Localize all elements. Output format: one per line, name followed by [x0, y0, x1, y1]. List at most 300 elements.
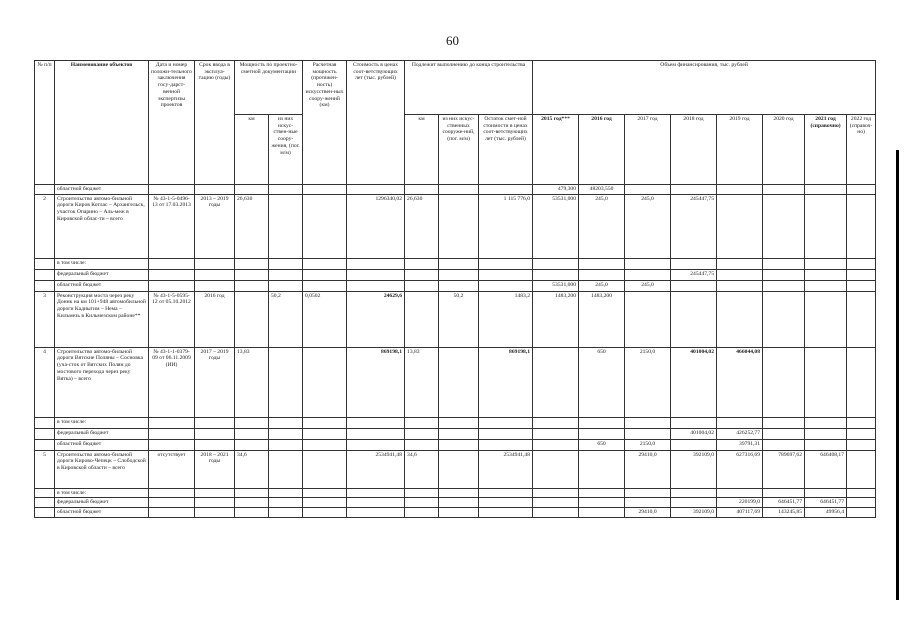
page-number: 60 — [446, 33, 459, 48]
table-cell — [533, 508, 579, 518]
table-cell — [235, 291, 269, 347]
table-cell: 466044,08 — [717, 347, 763, 417]
table-cell: № 43-1-5-0595-12 от 05.10.2012 — [149, 291, 195, 347]
table-cell — [269, 258, 303, 269]
table-cell: 1483,2 — [479, 291, 533, 347]
table-cell — [303, 498, 347, 508]
table-cell — [439, 417, 479, 428]
col-calc-capacity: Расчетная мощность (протяжен-ность) искусствен-ных соору-жений (км) — [303, 61, 347, 185]
table-cell — [303, 417, 347, 428]
table-cell — [717, 269, 763, 280]
table-cell: 245,0 — [625, 280, 671, 291]
table-cell — [847, 185, 876, 195]
table-cell: 245,0 — [625, 194, 671, 258]
col-cost: Стоимость в ценах соот-ветствующих лет (тыс. рублей) — [347, 61, 405, 185]
table-cell — [847, 498, 876, 508]
table-cell — [805, 347, 847, 417]
table-cell — [269, 194, 303, 258]
col-rem-cost: Остаток смет-ной стоимости в ценах соот-ветствующих лет (тыс. рублей) — [479, 115, 533, 185]
table-cell — [847, 450, 876, 488]
table-cell — [195, 498, 235, 508]
table-cell — [405, 269, 439, 280]
table-cell: 650 — [579, 347, 625, 417]
table-cell — [303, 428, 347, 439]
table-cell — [717, 185, 763, 195]
table-cell — [149, 280, 195, 291]
table-cell — [269, 498, 303, 508]
table-cell: 426252,77 — [717, 428, 763, 439]
table-cell — [149, 417, 195, 428]
table-cell: 2016 год — [195, 291, 235, 347]
table-cell — [149, 269, 195, 280]
table-cell — [805, 280, 847, 291]
table-cell — [533, 417, 579, 428]
table-cell — [763, 428, 805, 439]
col-year-2022: 2022 год (справоч-но) — [847, 115, 876, 185]
table-cell — [303, 258, 347, 269]
table-cell — [847, 258, 876, 269]
table-cell — [847, 269, 876, 280]
table-cell: 2 — [35, 194, 55, 258]
table-cell — [235, 185, 269, 195]
table-cell — [479, 280, 533, 291]
table-cell — [235, 428, 269, 439]
table-cell — [579, 450, 625, 488]
table-cell: 34,6 — [405, 450, 439, 488]
table-cell: в том числе: — [55, 488, 149, 498]
table-cell: 13,83 — [235, 347, 269, 417]
table-cell: 13,83 — [405, 347, 439, 417]
table-cell — [847, 347, 876, 417]
table-cell: 1 115 776,0 — [479, 194, 533, 258]
table-cell — [269, 508, 303, 518]
table-cell — [303, 194, 347, 258]
table-cell — [847, 439, 876, 450]
table-cell — [671, 439, 717, 450]
table-cell — [405, 280, 439, 291]
table-cell — [303, 347, 347, 417]
table-cell — [847, 194, 876, 258]
table-cell — [533, 450, 579, 488]
table-cell — [533, 269, 579, 280]
table-cell — [439, 508, 479, 518]
table-cell — [439, 488, 479, 498]
table-cell — [235, 280, 269, 291]
table-cell — [149, 185, 195, 195]
table-cell — [35, 428, 55, 439]
table-cell — [717, 280, 763, 291]
table-cell — [625, 498, 671, 508]
table-row — [35, 194, 876, 258]
table-cell — [405, 488, 439, 498]
table-cell — [625, 417, 671, 428]
table-cell — [35, 508, 55, 518]
table-cell — [35, 417, 55, 428]
table-cell — [717, 488, 763, 498]
table-cell — [149, 488, 195, 498]
table-cell — [625, 258, 671, 269]
table-cell — [717, 194, 763, 258]
table-row — [35, 498, 876, 508]
table-cell: Строительство автомо-бильной дороги Киров Котлас – Архангельск, участок Опарино – Аль-меж в Кировской облас-ти – всего — [55, 194, 149, 258]
table-cell — [405, 428, 439, 439]
table-cell — [149, 498, 195, 508]
table-cell — [303, 488, 347, 498]
table-row — [35, 417, 876, 428]
table-cell — [671, 291, 717, 347]
table-cell — [439, 347, 479, 417]
table-cell: 627316,69 — [717, 450, 763, 488]
table-cell — [347, 498, 405, 508]
table-cell: 49956,4 — [805, 508, 847, 518]
table-cell: областной бюджет — [55, 508, 149, 518]
table-cell: федеральный бюджет — [55, 498, 149, 508]
table-cell — [303, 450, 347, 488]
table-cell — [579, 508, 625, 518]
table-cell — [269, 280, 303, 291]
table-cell — [479, 508, 533, 518]
table-cell: Строительство автомо-бильной дороги Вятские Поляны – Сосновка (уча-сток от Вятских Полян до мостового перехода через реку Вятка) – всего — [55, 347, 149, 417]
table-cell: областной бюджет — [55, 185, 149, 195]
table-cell — [149, 258, 195, 269]
table-cell — [405, 439, 439, 450]
table-cell: 646408,17 — [805, 450, 847, 488]
table-cell — [847, 280, 876, 291]
table-row — [35, 488, 876, 498]
table-cell — [625, 488, 671, 498]
table-cell — [405, 498, 439, 508]
table-cell — [347, 185, 405, 195]
table-cell — [149, 439, 195, 450]
table-cell — [439, 194, 479, 258]
table-cell — [35, 258, 55, 269]
table-cell — [763, 280, 805, 291]
table-cell: 26,630 — [235, 194, 269, 258]
table-cell — [405, 508, 439, 518]
table-cell — [479, 258, 533, 269]
table-cell — [439, 185, 479, 195]
table-cell: 479,300 — [533, 185, 579, 195]
table-cell: 5 — [35, 450, 55, 488]
table-row — [35, 450, 876, 488]
table-cell: № 43-1-5-0496-13 от 17.03.2013 — [149, 194, 195, 258]
table-cell: отсутствует — [149, 450, 195, 488]
table-cell — [625, 185, 671, 195]
table-cell — [195, 488, 235, 498]
table-cell: 0,0502 — [303, 291, 347, 347]
col-term: Срок ввода в эксплуа-тацию (годы) — [195, 61, 235, 185]
table-cell: 2018 – 2021 годы — [195, 450, 235, 488]
table-cell — [763, 185, 805, 195]
table-cell — [303, 280, 347, 291]
table-cell — [149, 508, 195, 518]
table-cell — [479, 488, 533, 498]
col-cap-art: из них искус-ствен-ные соору-жения, (пог. м/м) — [269, 115, 303, 185]
table-cell — [847, 428, 876, 439]
table-cell: 245447,75 — [671, 194, 717, 258]
table-cell — [439, 439, 479, 450]
table-cell — [763, 291, 805, 347]
table-cell — [235, 488, 269, 498]
table-cell — [347, 417, 405, 428]
table-cell — [805, 258, 847, 269]
table-cell — [805, 417, 847, 428]
table-cell — [35, 269, 55, 280]
table-cell: № 43-1-1-0379-09 от 06.11.2009 (ИИ) — [149, 347, 195, 417]
table-cell — [805, 269, 847, 280]
table-cell: 1483,200 — [533, 291, 579, 347]
table-cell — [195, 508, 235, 518]
table-cell: 4 — [35, 347, 55, 417]
table-cell — [439, 498, 479, 508]
table-cell — [847, 417, 876, 428]
table-cell — [479, 428, 533, 439]
table-cell: 869198,1 — [347, 347, 405, 417]
col-cap-km: км — [235, 115, 269, 185]
col-year-2016: 2016 год — [579, 115, 625, 185]
table-cell — [671, 280, 717, 291]
table-cell — [625, 291, 671, 347]
table-cell — [579, 488, 625, 498]
table-cell — [479, 269, 533, 280]
table-cell — [847, 508, 876, 518]
table-cell — [439, 269, 479, 280]
table-cell: областной бюджет — [55, 280, 149, 291]
table-cell: областной бюджет — [55, 439, 149, 450]
table-cell — [763, 439, 805, 450]
table-cell — [805, 428, 847, 439]
col-year-2020: 2020 год — [763, 115, 805, 185]
col-year-2019: 2019 год — [717, 115, 763, 185]
table-cell — [671, 417, 717, 428]
col-financing: Объем финансирования, тыс. рублей — [533, 61, 876, 115]
table-cell: 401004,02 — [671, 347, 717, 417]
table-cell: 401004,02 — [671, 428, 717, 439]
table-cell — [805, 488, 847, 498]
table-cell — [847, 488, 876, 498]
table-cell — [35, 498, 55, 508]
table-cell: 24629,6 — [347, 291, 405, 347]
table-cell: 245,0 — [579, 194, 625, 258]
table-cell: 650 — [579, 439, 625, 450]
table-cell — [763, 258, 805, 269]
table-cell — [347, 488, 405, 498]
table-cell — [847, 291, 876, 347]
table-cell — [533, 347, 579, 417]
table-cell: 1483,200 — [579, 291, 625, 347]
table-cell — [479, 498, 533, 508]
table-cell: 789697,62 — [763, 450, 805, 488]
table-cell — [303, 508, 347, 518]
table-cell — [763, 488, 805, 498]
col-year-2015: 2015 год*** — [533, 115, 579, 185]
table-cell — [195, 439, 235, 450]
table-cell — [717, 417, 763, 428]
table-cell — [533, 498, 579, 508]
table-cell — [533, 258, 579, 269]
table-cell — [479, 417, 533, 428]
table-cell — [439, 258, 479, 269]
table-row — [35, 347, 876, 417]
table-cell — [671, 258, 717, 269]
table-cell: 2534941,48 — [479, 450, 533, 488]
col-name: Наименование объектов — [55, 61, 149, 185]
table-cell: 143245,85 — [763, 508, 805, 518]
table-cell: Реконструкция моста через реку Доннк на км 101+948 автомобильной дороги Кадиыгим – Нема – Кильмезь в Кильмезском районе** — [55, 291, 149, 347]
table-cell: в том числе: — [55, 417, 149, 428]
table-cell: 2150,0 — [625, 347, 671, 417]
margin-line — [896, 150, 899, 600]
table-row — [35, 258, 876, 269]
table-cell: 29410,0 — [625, 450, 671, 488]
table-cell — [303, 269, 347, 280]
col-year-2021: 2021 год (справочно) — [805, 115, 847, 185]
table-cell — [671, 185, 717, 195]
table-cell — [269, 428, 303, 439]
table-cell: 34,6 — [235, 450, 269, 488]
table-cell — [439, 428, 479, 439]
col-rem-art: из них искус-ственных сооруже-ний, (пог. м/м) — [439, 115, 479, 185]
table-cell — [269, 450, 303, 488]
table-cell: 53531,000 — [533, 280, 579, 291]
table-cell — [347, 428, 405, 439]
header-row-1 — [35, 61, 876, 115]
table-cell — [303, 439, 347, 450]
table-cell — [439, 280, 479, 291]
table-cell — [717, 291, 763, 347]
table-cell — [235, 258, 269, 269]
table-cell — [269, 347, 303, 417]
table-cell — [579, 269, 625, 280]
table-cell: 407117,69 — [717, 508, 763, 518]
table-cell: 53531,000 — [533, 194, 579, 258]
table-cell — [347, 508, 405, 518]
table-cell — [439, 450, 479, 488]
table-cell: федеральный бюджет — [55, 428, 149, 439]
table-cell: 245,0 — [579, 280, 625, 291]
table-cell — [303, 185, 347, 195]
table-cell — [195, 269, 235, 280]
table-cell: 1296340,02 — [347, 194, 405, 258]
table-cell — [405, 185, 439, 195]
table-row — [35, 291, 876, 347]
table-cell — [625, 428, 671, 439]
table-cell — [195, 417, 235, 428]
table-cell — [269, 417, 303, 428]
table-cell: 2534941,48 — [347, 450, 405, 488]
col-date: Дата и номер положи-тельного заключения госу-дарст-венной экспертизы проектов — [149, 61, 195, 185]
table-cell — [35, 185, 55, 195]
col-year-2018: 2018 год — [671, 115, 717, 185]
table-cell — [579, 417, 625, 428]
table-cell — [405, 417, 439, 428]
table-cell — [579, 498, 625, 508]
table-cell — [235, 508, 269, 518]
table-cell — [805, 439, 847, 450]
table-cell: 646451,77 — [763, 498, 805, 508]
table-row — [35, 508, 876, 518]
table-cell: в том числе: — [55, 258, 149, 269]
table-cell — [235, 269, 269, 280]
col-capacity: Мощность по проектно-сметной документации — [235, 61, 303, 115]
table-cell — [479, 185, 533, 195]
table-cell: 392109,0 — [671, 508, 717, 518]
table-cell: 26,630 — [405, 194, 439, 258]
table-cell — [269, 488, 303, 498]
table-cell — [35, 488, 55, 498]
table-cell: 646451,77 — [805, 498, 847, 508]
table-row — [35, 280, 876, 291]
col-remaining: Подлежит выполнению до конца строительства — [405, 61, 533, 115]
col-year-2017: 2017 год — [625, 115, 671, 185]
table-cell — [533, 439, 579, 450]
table-row — [35, 185, 876, 195]
table-cell: Строительство автомо-бильной дороги Кирово-Чепецк – Слободской в Кировской области – всего — [55, 450, 149, 488]
table-cell — [195, 280, 235, 291]
table-cell — [805, 194, 847, 258]
table-cell — [347, 439, 405, 450]
table-cell: 2017 – 2019 годы — [195, 347, 235, 417]
table-cell — [235, 498, 269, 508]
table-cell: 2150,0 — [625, 439, 671, 450]
table-cell: 50,2 — [439, 291, 479, 347]
table-cell — [533, 488, 579, 498]
table-cell — [579, 428, 625, 439]
table-cell — [347, 269, 405, 280]
table-row — [35, 428, 876, 439]
table-cell — [671, 498, 717, 508]
col-rem-km: км — [405, 115, 439, 185]
table-cell — [35, 439, 55, 450]
table-cell: 29410,0 — [625, 508, 671, 518]
table-cell — [195, 185, 235, 195]
table-cell — [579, 258, 625, 269]
table-cell — [405, 291, 439, 347]
table-cell — [35, 280, 55, 291]
table-cell: 3 — [35, 291, 55, 347]
col-num: № п/п — [35, 61, 55, 185]
table-cell: 50,2 — [269, 291, 303, 347]
table-cell — [763, 194, 805, 258]
table-cell — [717, 258, 763, 269]
table-cell — [269, 185, 303, 195]
table-cell — [533, 428, 579, 439]
table-row — [35, 439, 876, 450]
table-cell: 39791,31 — [717, 439, 763, 450]
table-row — [35, 269, 876, 280]
table-cell — [763, 417, 805, 428]
table-cell: 2013 – 2019 годы — [195, 194, 235, 258]
table-cell: 48203,550 — [579, 185, 625, 195]
table-cell: 869198,1 — [479, 347, 533, 417]
table-cell — [269, 439, 303, 450]
table-cell — [763, 347, 805, 417]
table-cell — [479, 439, 533, 450]
table-cell — [235, 417, 269, 428]
table-cell — [195, 258, 235, 269]
table-cell: 392109,0 — [671, 450, 717, 488]
table-cell — [347, 258, 405, 269]
table-cell: 220199,0 — [717, 498, 763, 508]
table-cell — [405, 258, 439, 269]
table-cell — [763, 269, 805, 280]
financing-table — [34, 60, 876, 518]
table-cell — [625, 269, 671, 280]
table-cell — [195, 428, 235, 439]
table-cell — [269, 269, 303, 280]
table-cell: федеральный бюджет — [55, 269, 149, 280]
table-cell: 245447,75 — [671, 269, 717, 280]
